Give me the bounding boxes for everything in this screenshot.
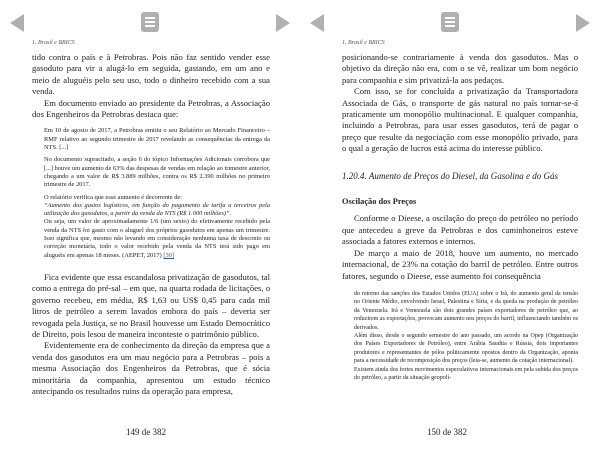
- next-page-icon[interactable]: [576, 14, 590, 32]
- paragraph: Evidentemente era de conhecimento da direção da empresa que a venda dos gasodutos era um mau negócio para a Petrobras – pois a mesma Associação dos Engenheiros da Petrobras, que é sócia minoritária da companhia, apresentou um estudo técnico antecipando os resultados ruins da operação para empresa,: [32, 340, 270, 396]
- footnote-block: [342, 290, 578, 382]
- menu-icon[interactable]: [141, 12, 159, 32]
- running-head: 1. Brasil e BRICS: [342, 40, 385, 46]
- left-page-body: [32, 52, 270, 397]
- paragraph: tido contra o país e à Petrobras. Pois não faz sentido vender esse gasoduto para vir a alugá-lo em seguida, gastando, em um ano e meio de aluguéis pelo seu uso, todo o dinheiro recebido com a sua venda.: [32, 52, 270, 97]
- paragraph: Com isso, se for concluída a privatização da Transportadora Associada de Gás, o transporte de gás natural no país tornar-se-á praticamente um monopólio multinacional. E qualquer companhia, incluindo a Petrobras, para usar esses gasodutos, terá de pagar o preço que resulte da negociação com esse monopólio privado, para o qual a geração de lucros está acima do interesse público.: [342, 86, 578, 154]
- block-quote: [44, 127, 270, 259]
- quote-paragraph: [44, 218, 270, 259]
- footnote-paragraph: do retorno das sanções dos Estados Unidos (EUA) sobre o Irã, do aumento geral da tensão no Oriente Médio, envolvendo Israel, Palestina e Síria, e da queda na produção de petróleo da Venezuela. Irã e Venezuela são dois grandes países exportadores de petróleo que, ao reduzirem as exportações, provocam aumento nos preços do barril, influenciando também os derivados.: [354, 290, 578, 331]
- paragraph: posicionando-se contrariamente à venda dos gasodutos. Mas o objetivo da direção não era, com o se vê, realizar um bom negócio para companhia e sim privatizá-la aos pedaços.: [342, 52, 578, 85]
- left-toolbar: [0, 8, 300, 34]
- quote-last-text: Ou seja, um valor de aproximadamente 1/6 (um sexto) do efetivamente recebido pela venda da NTS foi gasto com o aluguel dos próprios gasodutos em apenas um trimestre. Isso significa que, mesmo não levando em consideração nenhuma taxa de desconto ou correção monetária, todo o valor recebido pela venda da NTS terá sido pago em aluguéis em apenas 18 meses. (AEPET, 2017): [44, 218, 270, 259]
- right-page-body: [342, 52, 578, 382]
- quote-paragraph: No documento supracitado, a seção 6 do tópico Informações Adicionais corrobora que [...] houve um aumento de 63% das despesas de vendas em relação ao trimestre anterior, chegando a um valor de R$ 3.889 milhões, contra os R$ 2.390 milhões no primeiro trimestre de 2017.: [44, 156, 270, 189]
- previous-page-icon[interactable]: [310, 14, 324, 32]
- menu-icon[interactable]: [441, 12, 459, 32]
- paragraph: Em documento enviado ao presidente da Petrobras, a Associação dos Engenheiros da Petrobras destaca que:: [32, 97, 270, 120]
- page-number: 150 de 382: [427, 427, 467, 437]
- footnote-paragraph: Existem ainda dos fortes movimentos especulativos internacionais em pela subida dos preços do petróleo, a partir da situação geopolí-: [354, 366, 578, 381]
- previous-page-icon[interactable]: [10, 14, 24, 32]
- running-head: 1. Brasil e BRICS: [32, 40, 75, 46]
- paragraph: De março a maio de 2018, houve um aumento, no mercado internacional, de 23% na cotação do barril de petróleo. Entre outros fatores, segundo o Dieese, esse aumento foi consequência: [342, 247, 578, 281]
- right-toolbar: [300, 8, 600, 34]
- paragraph: Conforme o Dieese, a oscilação do preço do petróleo no período que antecedeu a greve da Petrobras e dos caminhoneiros esteve associada a fatores externos e internos.: [342, 213, 578, 247]
- section-heading: 1.20.4. Aumento de Preços do Diesel, da Gasolina e do Gás: [342, 170, 558, 181]
- quote-paragraph: Em 10 de agosto de 2017, a Petrobras emitiu o seu Relatório ao Mercado Financeiro – RMF relativo ao segundo trimestre de 2017 revelando as consequências da entrega da NTS. [...]: [44, 127, 270, 152]
- next-page-icon[interactable]: [276, 14, 290, 32]
- sub-heading: Oscilação dos Preços: [342, 197, 417, 207]
- page-number: 149 de 382: [126, 427, 166, 437]
- right-page: [300, 0, 600, 450]
- paragraph: Fica evidente que essa escandalosa privatização de gasodutos, tal como a entrega do pré-sal – em que, na quarta rodada de licitações, o governo recebeu, em média, R$ 1,63 ou US$ 0,45 para cada mil litros de petróleo a serem lavados embora do país – deveria ser revogada pela Justiça, se no Brasil houvesse um Estado Democrático de Direito, pois lesou de maneira inconteste o patrimônio público.: [32, 271, 270, 339]
- quote-emphasis: “Aumento dos gastos logísticos, em função do pagamento de tarifa a terceiros pela utilização dos gasodutos, a partir da venda da NTS (R$ 1.000 milhões)”.: [44, 201, 270, 218]
- quote-paragraph: O relatório verifica que esse aumento é decorrente de:: [44, 193, 183, 201]
- reference-link[interactable]: [30]: [163, 251, 174, 259]
- footnote-paragraph: Além disso, desde o segundo semestre do ano passado, um acordo na Opep (Organização dos Países Exportadores de Petróleo), entre Arábia Saudita e Rússia, dois importantes produtores e representantes de pólos politicamente opostos dentro da Organização, aponta para a necessidade de recomposição dos preços (leia-se, aumento da cotação internacional).: [354, 332, 578, 365]
